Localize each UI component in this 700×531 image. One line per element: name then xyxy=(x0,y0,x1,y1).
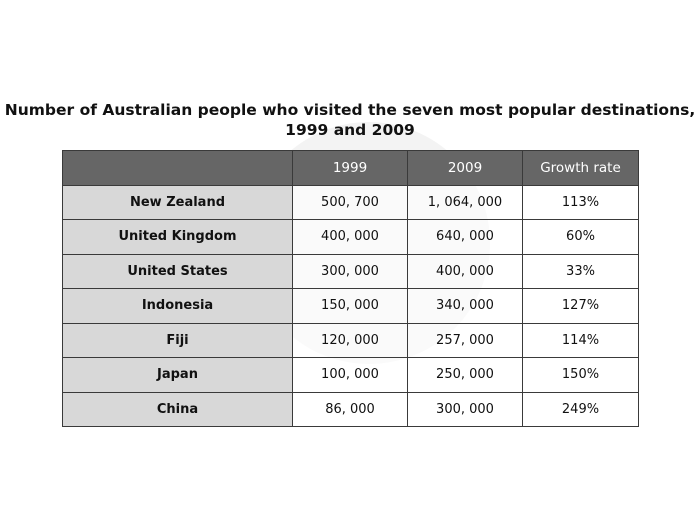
header-cell-destination xyxy=(63,151,293,186)
cell-destination: New Zealand xyxy=(63,185,293,220)
cell-growth-rate: 249% xyxy=(523,392,639,427)
cell-growth-rate: 60% xyxy=(523,220,639,255)
data-table xyxy=(62,150,639,427)
cell-growth-rate: 33% xyxy=(523,254,639,289)
cell-2009: 300, 000 xyxy=(408,392,523,427)
cell-1999: 100, 000 xyxy=(293,358,408,393)
cell-2009: 1, 064, 000 xyxy=(408,185,523,220)
cell-2009: 340, 000 xyxy=(408,289,523,324)
table-row xyxy=(63,254,639,289)
table-body xyxy=(63,185,639,427)
cell-1999: 86, 000 xyxy=(293,392,408,427)
cell-1999: 500, 700 xyxy=(293,185,408,220)
cell-destination: Indonesia xyxy=(63,289,293,324)
table-row xyxy=(63,220,639,255)
header-row xyxy=(63,151,639,186)
chart-title xyxy=(0,100,700,140)
cell-growth-rate: 127% xyxy=(523,289,639,324)
subtitle-line: 1999 and 2009 xyxy=(285,121,415,139)
cell-destination: China xyxy=(63,392,293,427)
cell-1999: 400, 000 xyxy=(293,220,408,255)
cell-2009: 257, 000 xyxy=(408,323,523,358)
table-row xyxy=(63,323,639,358)
cell-destination: United States xyxy=(63,254,293,289)
cell-2009: 250, 000 xyxy=(408,358,523,393)
cell-destination: Fiji xyxy=(63,323,293,358)
table-row xyxy=(63,392,639,427)
cell-2009: 640, 000 xyxy=(408,220,523,255)
cell-1999: 120, 000 xyxy=(293,323,408,358)
header-cell-growth-rate: Growth rate xyxy=(523,151,639,186)
header-cell-1999: 1999 xyxy=(293,151,408,186)
cell-growth-rate: 113% xyxy=(523,185,639,220)
table-row xyxy=(63,358,639,393)
cell-growth-rate: 150% xyxy=(523,358,639,393)
cell-destination: Japan xyxy=(63,358,293,393)
table-row xyxy=(63,289,639,324)
cell-destination: United Kingdom xyxy=(63,220,293,255)
cell-1999: 300, 000 xyxy=(293,254,408,289)
header-cell-2009: 2009 xyxy=(408,151,523,186)
table-row xyxy=(63,185,639,220)
title-line: Number of Australian people who visited the seven most popular destinations, xyxy=(4,101,696,119)
cell-growth-rate: 114% xyxy=(523,323,639,358)
cell-2009: 400, 000 xyxy=(408,254,523,289)
cell-1999: 150, 000 xyxy=(293,289,408,324)
